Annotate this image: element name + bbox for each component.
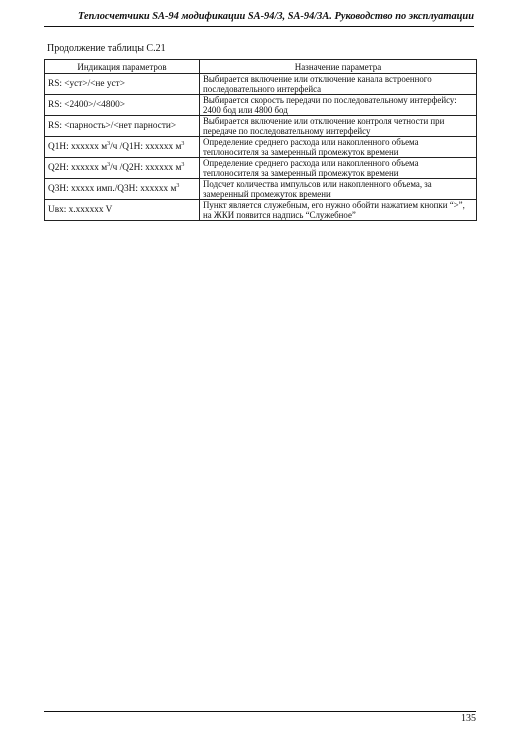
purpose-cell: Выбирается скорость передачи по последовательному интерфейсу: 2400 бод или 4800 бод xyxy=(200,95,477,116)
purpose-cell: Подсчет количества импульсов или накопленного объема, за замеренный промежуток времени xyxy=(200,179,477,200)
purpose-cell: Пункт является служебным, его нужно обойти нажатием кнопки “>”, на ЖКИ появится надпись “Служебное” xyxy=(200,200,477,221)
indication-cell: RS: <парность>/<нет парности> xyxy=(45,116,200,137)
indication-cell: RS: <уст>/<не уст> xyxy=(45,74,200,95)
purpose-cell: Определение среднего расхода или накопленного объема теплоносителя за замеренный промежуток времени xyxy=(200,137,477,158)
table-row xyxy=(45,95,477,116)
indication-text: Q2H: xxxxxx м xyxy=(48,163,108,173)
table-row xyxy=(45,74,477,95)
indication-cell: Uвх: x.xxxxxx V xyxy=(45,200,200,221)
superscript: 3 xyxy=(181,140,185,147)
indication-text: /ч /Q1H: xxxxxx м xyxy=(110,142,182,152)
table-header-row xyxy=(45,60,477,74)
parameters-table xyxy=(44,59,477,221)
table-row xyxy=(45,158,477,179)
superscript: 3 xyxy=(107,140,111,147)
superscript: 3 xyxy=(181,161,185,168)
indication-cell xyxy=(45,137,200,158)
indication-text: Q1H: xxxxxx м xyxy=(48,142,108,152)
indication-cell xyxy=(45,158,200,179)
purpose-cell: Определение среднего расхода или накопленного объема теплоносителя за замеренный промежуток времени xyxy=(200,158,477,179)
purpose-cell: Выбирается включение или отключение контроля четности при передаче по последовательному интерфейсу xyxy=(200,116,477,137)
indication-text: /ч /Q2H: xxxxxx м xyxy=(110,163,182,173)
column-header-purpose: Назначение параметра xyxy=(200,60,477,74)
table-row xyxy=(45,116,477,137)
table-caption: Продолжение таблицы С.21 xyxy=(47,43,166,54)
superscript: 3 xyxy=(107,161,111,168)
superscript: 3 xyxy=(176,182,180,189)
running-header-title: Теплосчетчики SA-94 модификации SA-94/3, SA-94/3A. Руководство по эксплуатации xyxy=(78,11,474,22)
table-row xyxy=(45,179,477,200)
footer-divider xyxy=(44,711,476,712)
table-row xyxy=(45,200,477,221)
indication-text: Q3H: xxxxx имп./Q3H: xxxxxx м xyxy=(48,184,177,194)
indication-cell: RS: <2400>/<4800> xyxy=(45,95,200,116)
indication-cell xyxy=(45,179,200,200)
page-number: 135 xyxy=(461,713,476,724)
running-header xyxy=(44,10,474,27)
column-header-indication: Индикация параметров xyxy=(45,60,200,74)
table-row xyxy=(45,137,477,158)
purpose-cell: Выбирается включение или отключение канала встроенного последовательного интерфейса xyxy=(200,74,477,95)
